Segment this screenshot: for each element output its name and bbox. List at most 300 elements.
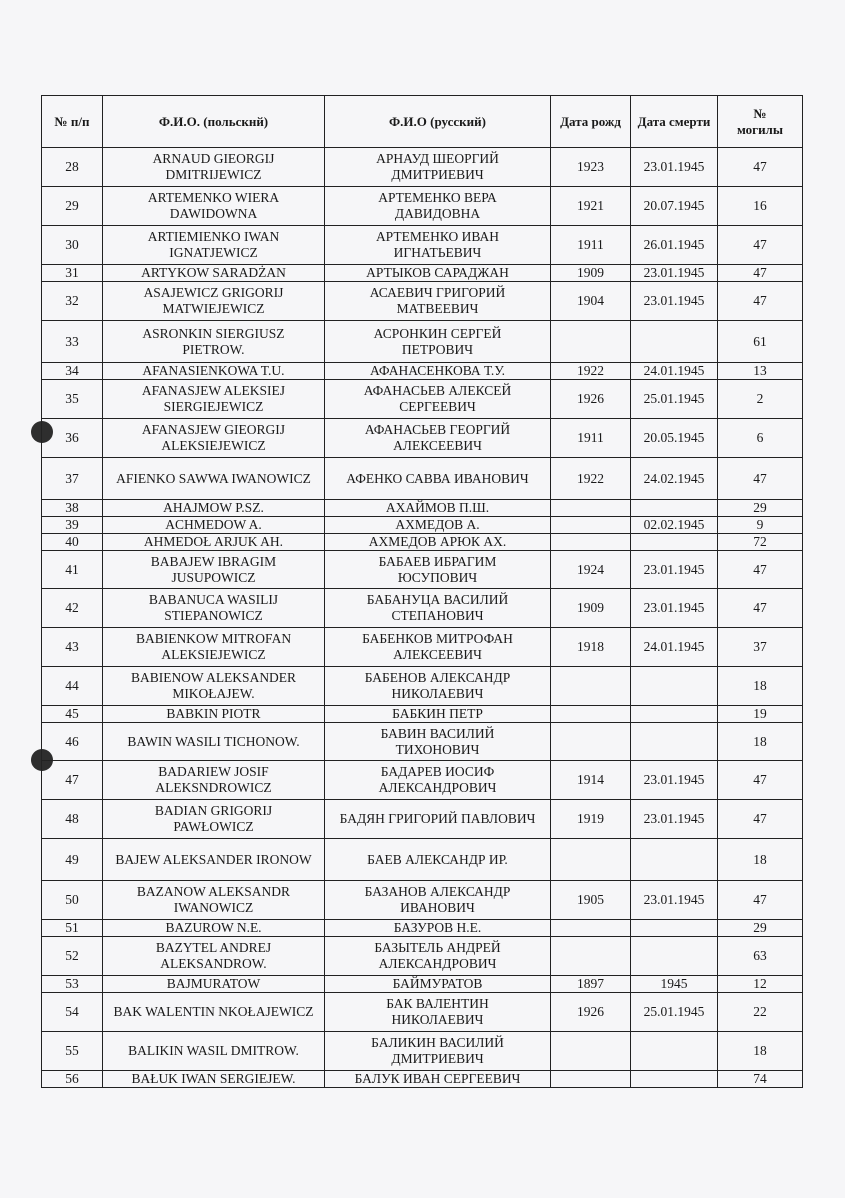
cell-name-russian-line1: АФАНАСЬЕВ ГЕОРГИЙ xyxy=(364,422,511,437)
cell-birth: 1926 xyxy=(551,380,631,419)
cell-death: 20.07.1945 xyxy=(631,187,718,226)
table-row xyxy=(42,881,803,920)
table-row xyxy=(42,706,803,723)
cell-name-russian-line1: АХМЕДОВ АРЮК АХ. xyxy=(368,534,507,549)
header-grave-line2: могилы xyxy=(736,121,784,137)
cell-name-russian-line1: БАЗЫТЕЛЬ АНДРЕЙ xyxy=(374,940,501,955)
cell-num: 37 xyxy=(42,458,103,500)
cell-name-polish-line2: MATWIEJEWICZ xyxy=(162,301,265,316)
cell-name-polish-line1: BABKIN PIOTR xyxy=(166,706,261,721)
cell-name-polish xyxy=(103,458,325,500)
cell-name-polish xyxy=(103,706,325,723)
cell-name-polish-line1: BAJMURATOW xyxy=(166,976,261,991)
cell-name-russian-line1: БАК ВАЛЕНТИН xyxy=(386,996,489,1011)
table-row xyxy=(42,419,803,458)
cell-grave: 19 xyxy=(718,706,803,723)
table-row xyxy=(42,517,803,534)
cell-name-russian-line2: СЕРГЕЕВИЧ xyxy=(399,399,476,414)
cell-name-russian-line1: АРТЕМЕНКО ВЕРА xyxy=(378,190,497,205)
cell-name-polish-line1: BADARIEW JOSIF xyxy=(158,764,269,779)
cell-num: 53 xyxy=(42,976,103,993)
cell-name-russian xyxy=(325,500,551,517)
cell-birth xyxy=(551,839,631,881)
cell-name-russian xyxy=(325,226,551,265)
cell-num: 30 xyxy=(42,226,103,265)
cell-name-polish-line2: PIETROW. xyxy=(182,341,245,357)
cell-birth: 1911 xyxy=(551,419,631,458)
burial-list-table xyxy=(41,95,803,1088)
cell-birth: 1919 xyxy=(551,800,631,839)
cell-name-polish-line2: ALEKSIEJEWICZ xyxy=(161,647,266,662)
cell-name-polish-line1: BALIKIN WASIL DMITROW. xyxy=(128,1043,299,1058)
cell-name-russian xyxy=(325,920,551,937)
cell-death: 23.01.1945 xyxy=(631,265,718,282)
cell-death: 24.02.1945 xyxy=(631,458,718,500)
cell-name-russian xyxy=(325,419,551,458)
cell-name-russian xyxy=(325,706,551,723)
cell-name-russian-line2: МАТВЕЕВИЧ xyxy=(396,301,479,316)
cell-name-russian-line2: СТЕПАНОВИЧ xyxy=(391,608,484,623)
table-row xyxy=(42,265,803,282)
cell-name-russian-line1: БАЕВ АЛЕКСАНДР ИР. xyxy=(367,851,508,867)
table-row xyxy=(42,976,803,993)
cell-num: 29 xyxy=(42,187,103,226)
cell-grave: 37 xyxy=(718,628,803,667)
table-row xyxy=(42,363,803,380)
cell-name-polish xyxy=(103,589,325,628)
cell-grave: 74 xyxy=(718,1071,803,1088)
cell-name-polish-line1: AFANASJEW ALEKSIEJ xyxy=(141,383,286,398)
cell-name-polish xyxy=(103,363,325,380)
cell-num: 49 xyxy=(42,839,103,881)
cell-grave: 16 xyxy=(718,187,803,226)
cell-name-russian xyxy=(325,976,551,993)
cell-name-russian-line2: ИВАНОВИЧ xyxy=(400,900,475,915)
cell-num: 44 xyxy=(42,667,103,706)
cell-name-russian-line1: БАЗУРОВ Н.Е. xyxy=(393,920,482,935)
cell-num: 48 xyxy=(42,800,103,839)
cell-num: 52 xyxy=(42,937,103,976)
cell-death: 23.01.1945 xyxy=(631,551,718,589)
cell-name-russian-line1: АФАНАСЬЕВ АЛЕКСЕЙ xyxy=(363,383,512,398)
cell-birth: 1923 xyxy=(551,148,631,187)
cell-name-polish xyxy=(103,500,325,517)
cell-name-polish xyxy=(103,1032,325,1071)
cell-birth xyxy=(551,1071,631,1088)
cell-birth: 1924 xyxy=(551,551,631,589)
cell-name-polish xyxy=(103,551,325,589)
cell-birth xyxy=(551,667,631,706)
cell-name-polish-line2: IGNATJEWICZ xyxy=(169,245,258,260)
cell-birth: 1922 xyxy=(551,458,631,500)
cell-death: 23.01.1945 xyxy=(631,881,718,920)
cell-birth xyxy=(551,517,631,534)
cell-birth xyxy=(551,1032,631,1071)
table-row xyxy=(42,937,803,976)
cell-grave: 29 xyxy=(718,920,803,937)
cell-name-russian-line2: ПЕТРОВИЧ xyxy=(401,341,474,357)
cell-name-russian xyxy=(325,800,551,839)
cell-name-polish-line2: PAWŁOWICZ xyxy=(173,819,254,834)
table-row xyxy=(42,800,803,839)
cell-name-russian xyxy=(325,187,551,226)
cell-grave: 18 xyxy=(718,839,803,881)
cell-death xyxy=(631,534,718,551)
cell-name-polish-line2: DMITRIJEWICZ xyxy=(165,167,262,182)
table-row xyxy=(42,761,803,800)
cell-num: 50 xyxy=(42,881,103,920)
cell-name-russian xyxy=(325,517,551,534)
cell-death xyxy=(631,1032,718,1071)
cell-name-russian xyxy=(325,761,551,800)
cell-num: 45 xyxy=(42,706,103,723)
cell-num: 39 xyxy=(42,517,103,534)
cell-name-russian-line1: АРТЕМЕНКО ИВАН xyxy=(375,229,500,244)
cell-grave: 47 xyxy=(718,265,803,282)
cell-death: 1945 xyxy=(631,976,718,993)
cell-name-polish-line1: AFANASIENKOWA T.U. xyxy=(142,363,285,378)
cell-name-russian xyxy=(325,534,551,551)
cell-death: 25.01.1945 xyxy=(631,993,718,1032)
cell-name-polish-line1: BAZUROW N.E. xyxy=(165,920,262,935)
cell-grave: 47 xyxy=(718,761,803,800)
cell-name-polish-line1: BABIENKOW MITROFAN xyxy=(135,631,292,646)
cell-name-polish-line1: BABANUCA WASILIJ xyxy=(148,592,279,607)
table-row xyxy=(42,1071,803,1088)
cell-name-russian xyxy=(325,380,551,419)
cell-name-polish-line1: AHMEDOŁ ARJUK AH. xyxy=(143,534,284,549)
cell-name-polish xyxy=(103,993,325,1032)
cell-num: 42 xyxy=(42,589,103,628)
cell-birth xyxy=(551,500,631,517)
cell-name-russian xyxy=(325,881,551,920)
cell-name-polish-line2: JUSUPOWICZ xyxy=(171,569,256,585)
cell-name-polish xyxy=(103,881,325,920)
cell-name-polish-line2: MIKOŁAJEW. xyxy=(172,686,255,701)
table-row xyxy=(42,148,803,187)
table-row xyxy=(42,667,803,706)
cell-name-russian-line1: АФАНАСЕНКОВА Т.У. xyxy=(370,363,505,378)
cell-name-russian xyxy=(325,1071,551,1088)
header-name-polish: Ф.И.О. (польскнй) xyxy=(103,96,325,148)
cell-name-russian-line1: АФЕНКО САВВА ИВАНОВИЧ xyxy=(346,470,529,486)
cell-name-polish xyxy=(103,937,325,976)
cell-grave: 47 xyxy=(718,148,803,187)
cell-name-polish xyxy=(103,976,325,993)
cell-death: 02.02.1945 xyxy=(631,517,718,534)
cell-num: 46 xyxy=(42,723,103,761)
cell-name-polish-line1: ARTIEMIENKO IWAN xyxy=(147,229,280,244)
cell-name-polish-line1: BABIENOW ALEKSANDER xyxy=(130,670,297,685)
cell-name-russian-line2: АЛЕКСАНДРОВИЧ xyxy=(378,956,497,971)
header-death: Дата смерти xyxy=(631,96,718,148)
table-row xyxy=(42,589,803,628)
cell-name-polish-line2: ALEKSNDROWICZ xyxy=(155,780,272,795)
cell-birth xyxy=(551,937,631,976)
table-row xyxy=(42,628,803,667)
cell-name-russian-line1: АХАЙМОВ П.Ш. xyxy=(385,500,490,515)
cell-name-russian-line1: БАБЕНКОВ МИТРОФАН xyxy=(362,631,513,646)
cell-name-polish-line2: IWANOWICZ xyxy=(173,900,254,915)
cell-name-russian-line2: ТИХОНОВИЧ xyxy=(395,741,480,757)
table-row xyxy=(42,920,803,937)
cell-name-russian xyxy=(325,628,551,667)
cell-death: 23.01.1945 xyxy=(631,800,718,839)
cell-death: 25.01.1945 xyxy=(631,380,718,419)
cell-grave: 18 xyxy=(718,1032,803,1071)
cell-num: 55 xyxy=(42,1032,103,1071)
cell-grave: 72 xyxy=(718,534,803,551)
cell-death: 23.01.1945 xyxy=(631,761,718,800)
cell-name-polish-line1: AFANASJEW GIEORGIJ xyxy=(141,422,286,437)
cell-num: 34 xyxy=(42,363,103,380)
table-row xyxy=(42,282,803,321)
cell-name-russian-line2: ДМИТРИЕВИЧ xyxy=(391,1051,484,1066)
cell-num: 38 xyxy=(42,500,103,517)
cell-name-polish xyxy=(103,628,325,667)
cell-name-polish-line2: STIEPANOWICZ xyxy=(164,608,263,623)
cell-birth: 1905 xyxy=(551,881,631,920)
cell-grave: 9 xyxy=(718,517,803,534)
table-row xyxy=(42,1032,803,1071)
cell-death xyxy=(631,937,718,976)
cell-grave: 18 xyxy=(718,667,803,706)
cell-name-polish-line1: ARNAUD GIEORGIJ xyxy=(152,151,275,166)
cell-grave: 47 xyxy=(718,589,803,628)
cell-name-polish xyxy=(103,534,325,551)
cell-name-polish-line1: ARTYKOW SARADŻAN xyxy=(141,265,286,280)
table-row xyxy=(42,500,803,517)
table-row xyxy=(42,551,803,589)
cell-name-russian-line2: АЛЕКСЕЕВИЧ xyxy=(393,647,482,662)
cell-birth: 1909 xyxy=(551,589,631,628)
cell-name-russian-line1: БАВИН ВАСИЛИЙ xyxy=(380,725,495,741)
cell-name-polish-line1: BABAJEW IBRAGIM xyxy=(150,553,277,569)
cell-grave: 63 xyxy=(718,937,803,976)
cell-death xyxy=(631,723,718,761)
cell-name-russian-line1: АСАЕВИЧ ГРИГОРИЙ xyxy=(369,285,506,300)
cell-birth: 1904 xyxy=(551,282,631,321)
table-row xyxy=(42,321,803,363)
cell-name-polish xyxy=(103,517,325,534)
cell-name-russian-line1: БАБАНУЦА ВАСИЛИЙ xyxy=(366,592,509,607)
cell-name-russian xyxy=(325,723,551,761)
cell-name-russian-line2: ДАВИДОВНА xyxy=(394,206,481,221)
cell-name-russian-line2: АЛЕКСАНДРОВИЧ xyxy=(378,780,497,795)
cell-death xyxy=(631,920,718,937)
cell-name-polish-line1: ASAJEWICZ GRIGORIJ xyxy=(143,285,284,300)
cell-name-russian-line1: АСРОНКИН СЕРГЕЙ xyxy=(373,325,502,341)
cell-name-polish-line1: BADIAN GRIGORIJ xyxy=(154,803,273,818)
cell-death: 26.01.1945 xyxy=(631,226,718,265)
cell-birth: 1897 xyxy=(551,976,631,993)
cell-birth: 1909 xyxy=(551,265,631,282)
cell-name-polish xyxy=(103,419,325,458)
cell-name-russian-line2: ДМИТРИЕВИЧ xyxy=(391,167,484,182)
cell-name-russian-line1: БАЛУК ИВАН СЕРГЕЕВИЧ xyxy=(354,1071,521,1086)
cell-death: 24.01.1945 xyxy=(631,363,718,380)
cell-name-polish xyxy=(103,723,325,761)
cell-grave: 47 xyxy=(718,551,803,589)
cell-name-polish xyxy=(103,839,325,881)
cell-grave: 12 xyxy=(718,976,803,993)
cell-name-polish xyxy=(103,380,325,419)
cell-name-polish-line2: SIERGIEJEWICZ xyxy=(163,399,264,414)
cell-name-russian-line1: БАЗАНОВ АЛЕКСАНДР xyxy=(364,884,511,899)
cell-birth xyxy=(551,706,631,723)
cell-name-russian xyxy=(325,282,551,321)
cell-name-polish xyxy=(103,265,325,282)
cell-name-polish-line1: ARTEMENKO WIERA xyxy=(147,190,280,205)
cell-name-russian-line1: БАДАРЕВ ИОСИФ xyxy=(380,764,495,779)
cell-name-russian-line1: БАБАЕВ ИБРАГИМ xyxy=(378,553,497,569)
cell-birth: 1926 xyxy=(551,993,631,1032)
cell-grave: 22 xyxy=(718,993,803,1032)
cell-num: 40 xyxy=(42,534,103,551)
header-birth: Дата рожд xyxy=(551,96,631,148)
cell-name-polish-line1: AFIENKO SAWWA IWANOWICZ xyxy=(116,470,311,486)
table-body xyxy=(42,148,803,1088)
cell-num: 41 xyxy=(42,551,103,589)
cell-birth xyxy=(551,321,631,363)
table-row xyxy=(42,458,803,500)
table-row xyxy=(42,226,803,265)
cell-grave: 13 xyxy=(718,363,803,380)
header-name-russian: Ф.И.О (русский) xyxy=(325,96,551,148)
cell-name-russian xyxy=(325,458,551,500)
table-row xyxy=(42,723,803,761)
cell-name-russian-line1: АХМЕДОВ А. xyxy=(395,517,480,532)
cell-name-polish xyxy=(103,761,325,800)
cell-name-russian-line1: БАЛИКИН ВАСИЛИЙ xyxy=(371,1035,504,1050)
cell-grave: 6 xyxy=(718,419,803,458)
cell-grave: 61 xyxy=(718,321,803,363)
cell-name-russian-line1: БАЙМУРАТОВ xyxy=(392,976,483,991)
header-grave xyxy=(718,96,803,148)
cell-name-polish-line2: DAWIDOWNA xyxy=(169,206,258,221)
table-header-row xyxy=(42,96,803,148)
cell-num: 33 xyxy=(42,321,103,363)
cell-death xyxy=(631,667,718,706)
cell-name-russian xyxy=(325,265,551,282)
table-row xyxy=(42,534,803,551)
cell-death: 23.01.1945 xyxy=(631,282,718,321)
cell-name-russian xyxy=(325,1032,551,1071)
cell-num: 56 xyxy=(42,1071,103,1088)
cell-num: 35 xyxy=(42,380,103,419)
cell-death xyxy=(631,500,718,517)
cell-name-polish xyxy=(103,321,325,363)
table-row xyxy=(42,187,803,226)
cell-name-polish-line2: ALEKSIEJEWICZ xyxy=(161,438,266,453)
cell-name-polish-line1: ACHMEDOW A. xyxy=(165,517,262,532)
cell-name-russian-line2: АЛЕКСЕЕВИЧ xyxy=(393,438,482,453)
cell-num: 47 xyxy=(42,761,103,800)
cell-grave: 2 xyxy=(718,380,803,419)
cell-grave: 47 xyxy=(718,881,803,920)
cell-name-polish xyxy=(103,187,325,226)
cell-name-polish-line1: ASRONKIN SIERGIUSZ xyxy=(142,325,285,341)
cell-name-polish xyxy=(103,1071,325,1088)
cell-name-polish-line1: BAŁUK IWAN SERGIEJEW. xyxy=(131,1071,296,1086)
cell-name-polish xyxy=(103,148,325,187)
cell-grave: 47 xyxy=(718,800,803,839)
cell-name-polish xyxy=(103,920,325,937)
cell-name-russian xyxy=(325,589,551,628)
cell-death: 23.01.1945 xyxy=(631,589,718,628)
cell-name-russian xyxy=(325,148,551,187)
cell-grave: 47 xyxy=(718,282,803,321)
header-grave-line1: № xyxy=(753,105,767,121)
cell-name-russian xyxy=(325,551,551,589)
cell-name-polish-line1: AHAJMOW P.SZ. xyxy=(163,500,264,515)
cell-name-russian-line2: НИКОЛАЕВИЧ xyxy=(391,1012,484,1027)
cell-name-polish xyxy=(103,226,325,265)
cell-num: 32 xyxy=(42,282,103,321)
cell-name-russian-line1: БАБЕНОВ АЛЕКСАНДР xyxy=(364,670,511,685)
cell-birth xyxy=(551,534,631,551)
cell-num: 28 xyxy=(42,148,103,187)
cell-grave: 47 xyxy=(718,458,803,500)
cell-birth: 1918 xyxy=(551,628,631,667)
cell-name-russian xyxy=(325,937,551,976)
cell-birth xyxy=(551,723,631,761)
cell-num: 31 xyxy=(42,265,103,282)
table-row xyxy=(42,839,803,881)
cell-name-polish-line1: BAZANOW ALEKSANDR xyxy=(136,884,291,899)
cell-name-russian-line2: ЮСУПОВИЧ xyxy=(397,569,478,585)
table-row xyxy=(42,380,803,419)
cell-death: 23.01.1945 xyxy=(631,148,718,187)
cell-birth: 1914 xyxy=(551,761,631,800)
cell-name-russian-line1: АРНАУД ШЕОРГИЙ xyxy=(376,151,499,166)
cell-name-russian-line1: АРТЫКОВ САРАДЖАН xyxy=(366,265,509,280)
cell-death xyxy=(631,839,718,881)
cell-death: 24.01.1945 xyxy=(631,628,718,667)
cell-name-polish-line1: BAZYTEL ANDREJ xyxy=(155,940,272,955)
cell-grave: 47 xyxy=(718,226,803,265)
cell-name-russian-line2: НИКОЛАЕВИЧ xyxy=(391,686,484,701)
cell-birth: 1922 xyxy=(551,363,631,380)
cell-death xyxy=(631,706,718,723)
cell-birth xyxy=(551,920,631,937)
cell-death xyxy=(631,1071,718,1088)
cell-num: 36 xyxy=(42,419,103,458)
cell-name-polish xyxy=(103,667,325,706)
cell-death: 20.05.1945 xyxy=(631,419,718,458)
cell-name-polish-line1: BAJEW ALEKSANDER IRONOW xyxy=(115,851,312,867)
cell-num: 51 xyxy=(42,920,103,937)
cell-name-polish-line1: BAK WALENTIN NKOŁAJEWICZ xyxy=(113,1004,314,1019)
cell-grave: 18 xyxy=(718,723,803,761)
cell-name-polish-line1: BAWIN WASILI TICHONOW. xyxy=(127,733,300,749)
cell-birth: 1911 xyxy=(551,226,631,265)
cell-name-russian xyxy=(325,839,551,881)
cell-name-russian xyxy=(325,321,551,363)
cell-name-polish xyxy=(103,282,325,321)
cell-name-polish-line2: ALEKSANDROW. xyxy=(160,956,267,971)
cell-name-polish xyxy=(103,800,325,839)
cell-name-russian-line2: ИГНАТЬЕВИЧ xyxy=(393,245,482,260)
cell-death xyxy=(631,321,718,363)
cell-name-russian-line1: БАДЯН ГРИГОРИЙ ПАВЛОВИЧ xyxy=(339,811,536,826)
cell-name-russian xyxy=(325,667,551,706)
cell-num: 43 xyxy=(42,628,103,667)
table-row xyxy=(42,993,803,1032)
cell-name-russian-line1: БАБКИН ПЕТР xyxy=(392,706,483,721)
cell-name-russian xyxy=(325,363,551,380)
cell-name-russian xyxy=(325,993,551,1032)
